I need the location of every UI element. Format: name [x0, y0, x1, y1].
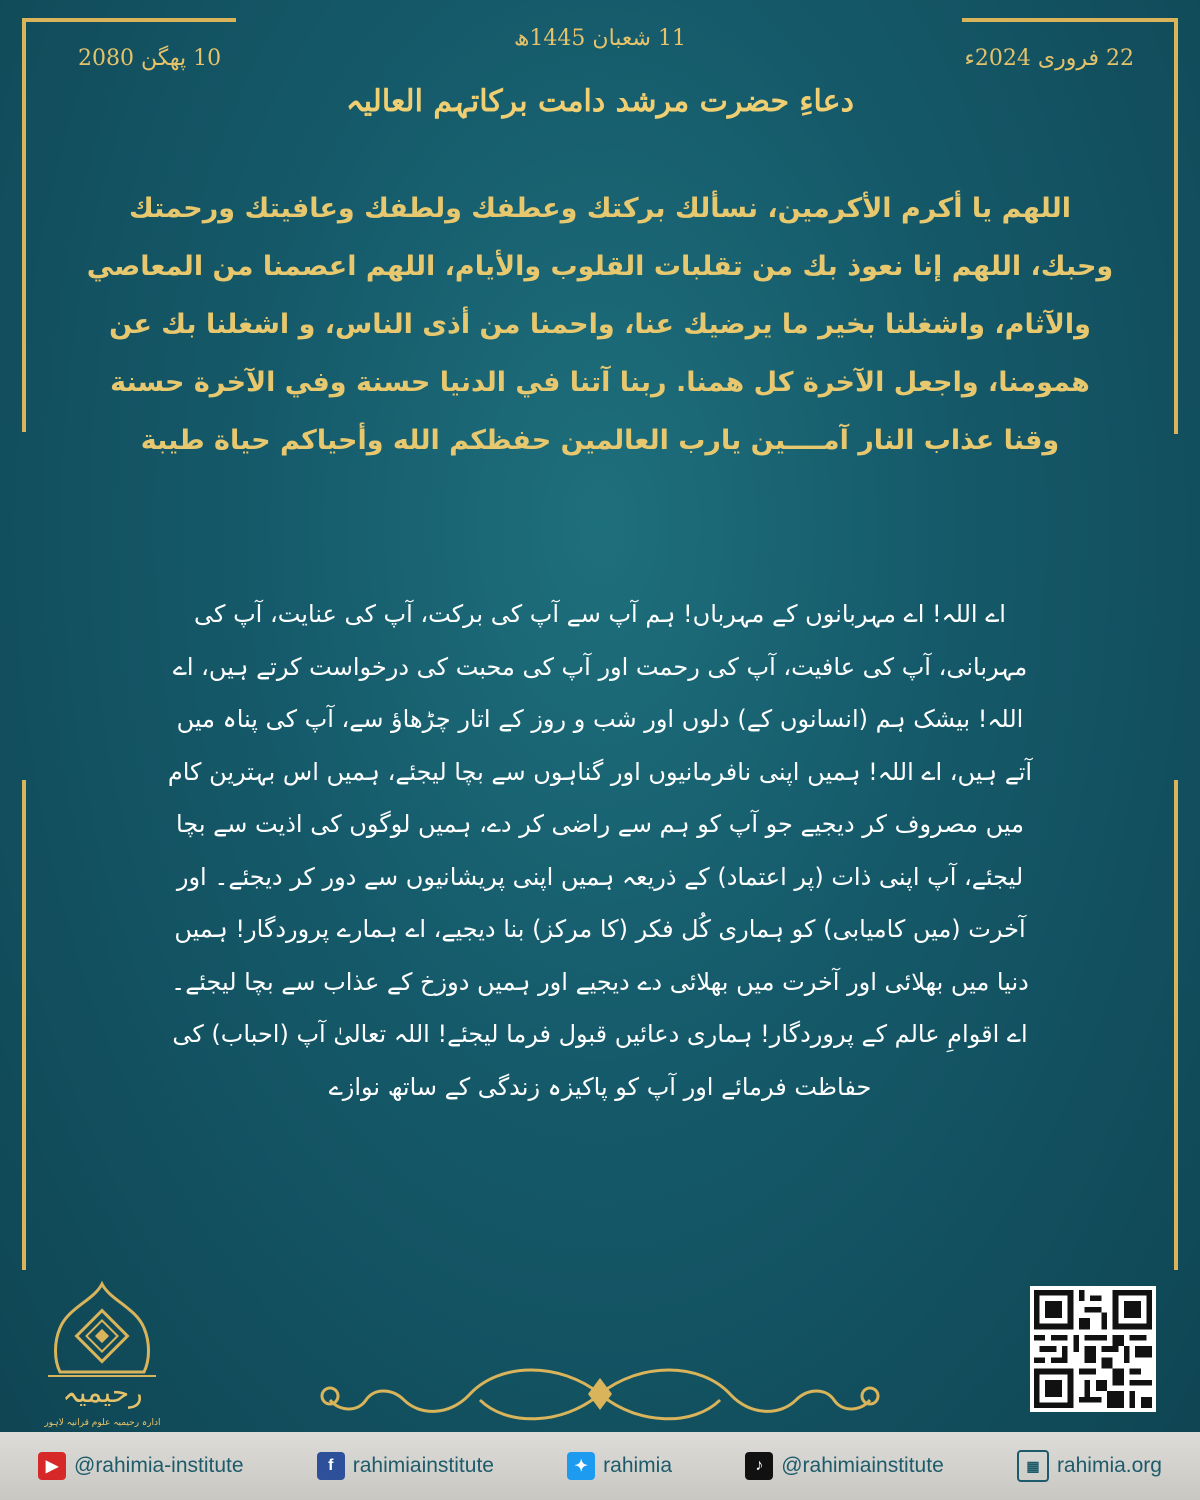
twitter-icon: ✦	[567, 1452, 595, 1480]
urdu-translation: اے اللہ! اے مہربانوں کے مہرباں! ہم آپ سے آپ کی برکت، آپ کی عنایت، آپ کی مہربانی، آپ کی عافیت، آپ کی رحمت اور آپ کی محبت کی درخواست کرتے ہیں، اے اللہ! بیشک ہم (انسانوں کے) دلوں اور شب و روز کے اتار چڑھاؤ سے، آپ کی پناہ میں آتے ہیں، اے اللہ! ہمیں اپنی نافرمانیوں اور گناہوں سے بچا لیجئے، ہمیں اس بہترین کام میں مصروف کر دیجیے جو آپ کو ہم سے راضی کر دے، ہمیں لوگوں کی اذیت سے بچا لیجئے، آپ اپنی ذات (پر اعتماد) کے ذریعہ ہمیں اپنی پریشانیوں سے دور کر دیجئے۔ اور آخرت (میں کامیابی) کو ہماری کُل فکر (کا مرکز) بنا دیجیے، اے ہمارے پروردگار! ہمیں دنیا میں بھلائی اور آخرت میں بھلائی دے دیجیے اور ہمیں دوزخ کے عذاب سے بچا لیجئے۔ اے اقوامِ عالم کے پروردگار! ہماری دعائیں قبول فرما لیجئے! اللہ تعالیٰ آپ (احباب) کی حفاظت فرمائے اور آپ کو پاکیزہ زندگی کے ساتھ نوازے	[167, 600, 1033, 1101]
decorative-flourish	[300, 1352, 900, 1436]
frame-right-bottom	[1174, 780, 1178, 1270]
twitter-handle: rahimia	[603, 1454, 673, 1477]
facebook-link[interactable]	[317, 1452, 494, 1480]
youtube-link[interactable]	[38, 1452, 244, 1480]
tiktok-icon: ♪	[745, 1452, 773, 1480]
date-hijri: 11 شعبان 1445ھ	[514, 26, 686, 51]
frame-left-bottom	[22, 780, 26, 1270]
frame-top-left	[22, 18, 236, 22]
frame-top-right	[962, 18, 1178, 22]
youtube-icon: ▶	[38, 1452, 66, 1480]
institute-logo	[40, 1280, 165, 1440]
facebook-handle: rahimiainstitute	[352, 1454, 494, 1477]
frame-left-top	[22, 18, 26, 432]
youtube-handle: @rahimia-institute	[74, 1454, 244, 1477]
date-bikrami: 10 پھگن 2080	[78, 46, 222, 71]
arabic-dua: اللهم يا أكرم الأكرمين، نسألك بركتك وعطفك ولطفك وعافيتك ورحمتك وحبك، اللهم إنا نعوذ بك من تقلبات القلوب والأيام، اللهم اعصمنا من المعاصي والآثام، واشغلنا بخير ما يرضيك عنا، واحمنا من أذى الناس، و اشغلنا بك عن همومنا، واجعل الآخرة كل همنا. ربنا آتنا في الدنيا حسنة وفي الآخرة حسنة وقنا عذاب النار آمــــين يارب العالمين حفظكم الله وأحياكم حياة طيبة	[86, 193, 1114, 456]
social-footer	[0, 1432, 1200, 1500]
website-link[interactable]	[1017, 1450, 1162, 1482]
logo-name: رحیمیہ	[62, 1376, 143, 1409]
qr-code[interactable]	[1030, 1286, 1156, 1412]
frame-right-top	[1174, 18, 1178, 434]
logo-subtitle: ادارہ رحیمیہ علوم قرآنیہ لاہور	[44, 1418, 161, 1428]
date-gregorian: 22 فروری 2024ء	[964, 46, 1134, 71]
website-qr-icon: ▦	[1017, 1450, 1049, 1482]
tiktok-handle: @rahimiainstitute	[781, 1454, 944, 1477]
website-url: rahimia.org	[1056, 1454, 1162, 1477]
page-title: دعاءِ حضرت مرشد دامت برکاتہم العالیہ	[346, 84, 854, 119]
twitter-link[interactable]	[567, 1452, 672, 1480]
tiktok-link[interactable]	[745, 1452, 944, 1480]
facebook-icon: f	[317, 1452, 345, 1480]
